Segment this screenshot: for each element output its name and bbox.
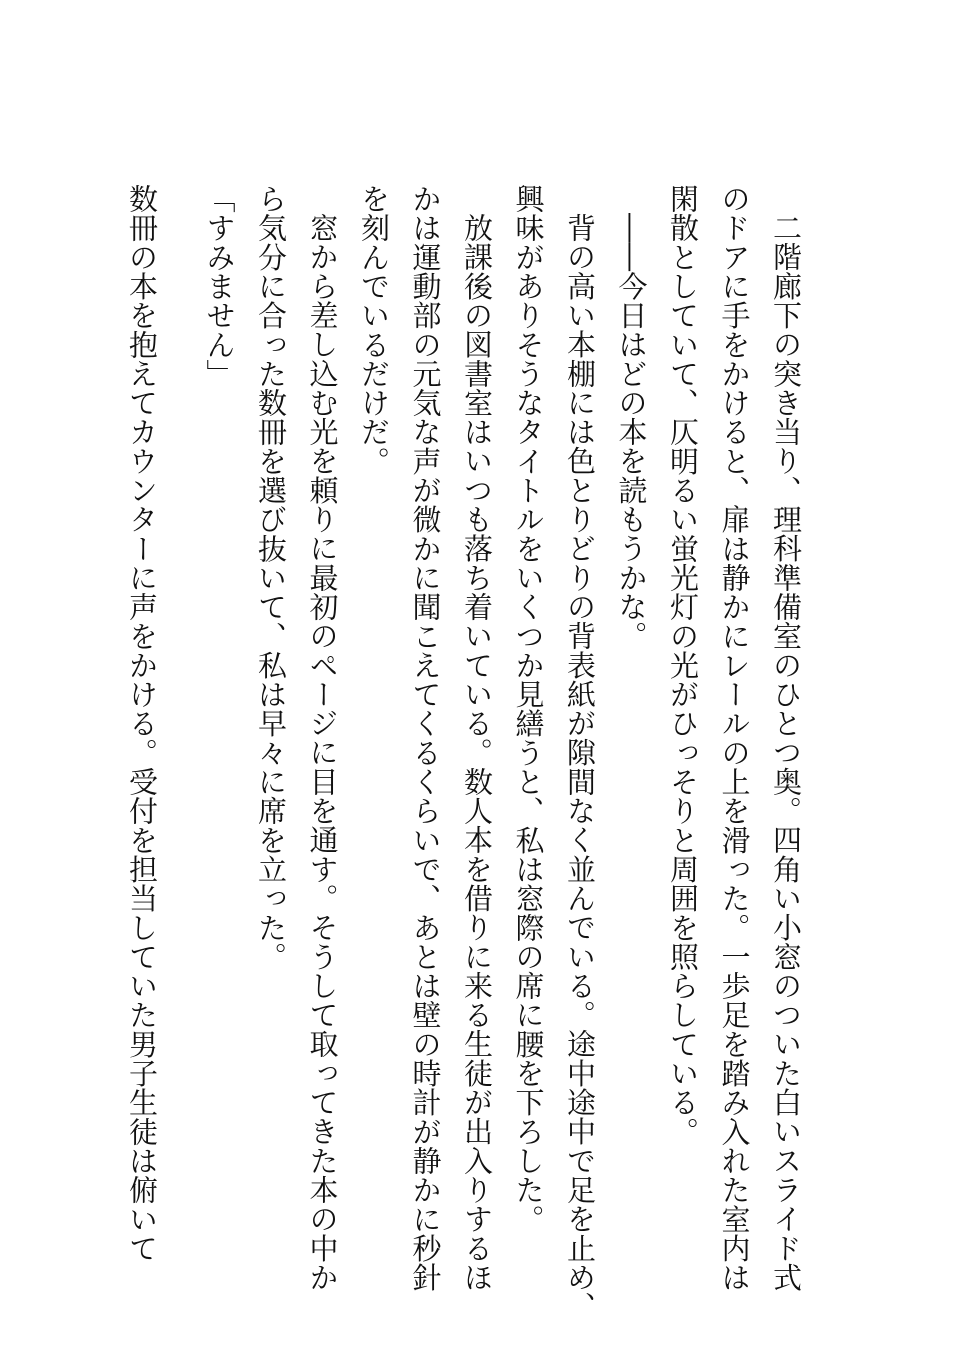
text-line: 窓から差し込む光を頼りに最初のページに目を通す。そうして取ってきた本の中か <box>305 213 340 1292</box>
text-line: 興味がありそうなタイトルをいくつか見繕うと、私は窓際の席に腰を下ろした。 <box>511 184 546 1234</box>
text-line: ら気分に合った数冊を選び抜いて、私は早々に席を立った。 <box>254 184 288 972</box>
text-line: 数冊の本を抱えてカウンターに声をかける。受付を担当していた男子生徒は俯いて <box>125 184 159 1263</box>
text-line: かは運動部の元気な声が微かに聞こえてくるくらいで、あとは壁の時計が静かに秒針 <box>408 184 443 1292</box>
text-line: 閑散としていて、仄明るい蛍光灯の光がひっそりと周囲を照らしている。 <box>666 184 700 1146</box>
dialogue-line: 「すみません」 <box>202 184 237 389</box>
text-line: ――今日はどの本を読もうかな。 <box>614 213 649 651</box>
text-line: 背の高い本棚には色とりどりの背表紙が隙間なく並んでいる。途中途中で足を止め、 <box>563 213 597 1321</box>
vertical-text-body <box>116 184 812 1321</box>
text-line: 放課後の図書室はいつも落ち着いている。数人本を借りに来る生徒が出入りするほ <box>460 213 494 1292</box>
text-line: のドアに手をかけると、扉は静かにレールの上を滑った。一歩足を踏み入れた室内は <box>717 184 752 1292</box>
text-line: を刻んでいるだけだ。 <box>357 184 391 476</box>
text-line: 二階廊下の突き当り、理科準備室のひとつ奥。四角い小窓のついた白いスライド式 <box>769 213 803 1292</box>
